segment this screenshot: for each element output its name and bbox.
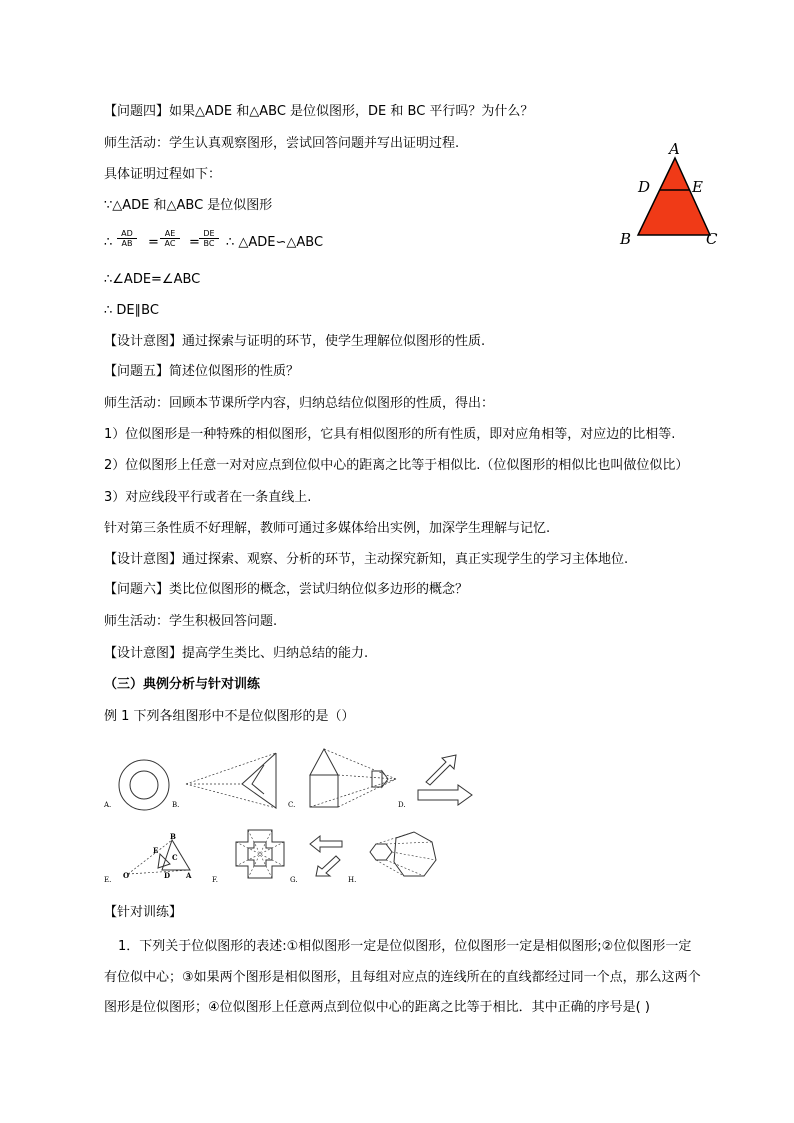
design-intent-4: 【设计意图】通过探索与证明的环节，使学生理解位似图形的性质. xyxy=(104,334,486,349)
fraction-denominator: AB xyxy=(121,239,133,248)
activity-4: 师生活动：学生认真观察图形，尝试回答问题并写出证明过程. xyxy=(104,136,460,151)
exercise-1-line-3: 图形是位似图形；④位似图形上任意两点到位似中心的距离之比等于相比．其中正确的序号是( ) xyxy=(104,1000,650,1015)
fraction-ad-ab xyxy=(117,229,137,248)
option-e-point-c: C xyxy=(172,853,178,862)
option-f-label: F. xyxy=(212,876,218,884)
question-5: 【问题五】简述位似图形的性质？ xyxy=(104,364,300,379)
option-e-point-o: O xyxy=(123,871,130,880)
option-b-figure xyxy=(180,750,280,812)
question-6: 【问题六】类比位似图形的概念，尝试归纳位似多边形的概念？ xyxy=(104,582,469,597)
question-4: 【问题四】如果△ADE 和△ABC 是位似图形，DE 和 BC 平行吗？为什么？ xyxy=(104,104,534,119)
fraction-de-bc xyxy=(199,229,219,248)
fraction-numerator: DE xyxy=(199,229,219,239)
option-b-label: B. xyxy=(172,801,180,809)
option-e-point-d: D xyxy=(164,871,171,880)
label-e: E xyxy=(692,178,703,196)
option-h-label: H. xyxy=(348,876,357,884)
therefore-symbol: ∴ xyxy=(104,235,113,250)
property-3: 3）对应线段平行或者在一条直线上. xyxy=(104,490,312,505)
label-d: D xyxy=(638,178,651,196)
option-g-figure xyxy=(306,832,348,882)
property-1: 1）位似图形是一种特殊的相似图形，它具有相似图形的所有性质，即对应角相等，对应边的比相等. xyxy=(104,427,676,442)
option-c-figure xyxy=(296,747,400,811)
fraction-denominator: AC xyxy=(164,239,176,248)
option-e-point-e: E xyxy=(153,846,159,855)
section-heading: （三）典例分析与针对训练 xyxy=(104,677,261,692)
fraction-numerator: AD xyxy=(117,229,137,239)
parallel-statement: ∴ DE∥BC xyxy=(104,303,159,318)
fraction-ae-ac xyxy=(160,229,180,248)
option-g-label: G. xyxy=(290,876,298,884)
option-a-figure xyxy=(116,757,172,813)
equals-sign: = xyxy=(189,235,200,250)
property-2: 2）位似图形上任意一对对应点到位似中心的距离之比等于相似比.（位似图形的相似比也叫做位似比） xyxy=(104,458,689,473)
option-d-figure xyxy=(412,752,476,810)
fraction-denominator: BC xyxy=(203,239,215,248)
label-a: A xyxy=(669,140,680,158)
option-e-figure xyxy=(122,830,200,880)
proof-because: ∵△ADE 和△ABC 是位似图形 xyxy=(104,198,273,213)
option-f-figure xyxy=(232,826,288,882)
label-b: B xyxy=(620,230,632,248)
exercise-1-line-1: 1．下列关于位似图形的表述:①相似图形一定是位似图形，位似图形一定是相似图形;②位似图形一定 xyxy=(118,939,692,954)
fraction-numerator: AE xyxy=(160,229,180,239)
equals-sign: = xyxy=(148,235,159,250)
teaching-note: 针对第三条性质不好理解，教师可通过多媒体给出实例，加深学生理解与记忆. xyxy=(104,521,551,536)
triangle-ade-abc-figure xyxy=(612,140,730,250)
option-d-label: D. xyxy=(398,801,406,809)
option-e-point-a: A xyxy=(186,871,192,880)
option-h-figure xyxy=(366,828,440,884)
design-intent-5: 【设计意图】通过探索、观察、分析的环节，主动探究新知，真正实现学生的学习主体地位. xyxy=(104,552,629,567)
option-e-label: E. xyxy=(104,876,112,884)
activity-6: 师生活动：学生积极回答问题. xyxy=(104,614,278,629)
exercise-1-line-2: 有位似中心；③如果两个图形是相似图形，且每组对应点的连线所在的直线都经过同一个点，那么这两个 xyxy=(104,970,701,985)
example-1: 例 1 下列各组图形中不是位似图形的是（） xyxy=(104,709,355,724)
similar-statement: ∴ △ADE∽△ABC xyxy=(226,235,324,250)
option-c-label: C. xyxy=(288,801,296,809)
option-a-label: A. xyxy=(104,801,112,809)
option-e-point-b: B xyxy=(170,832,176,841)
activity-5: 师生活动：回顾本节课所学内容，归纳总结位似图形的性质，得出： xyxy=(104,396,495,411)
angle-statement: ∴∠ADE=∠ABC xyxy=(104,272,201,287)
label-c: C xyxy=(706,230,718,248)
triangle-abc xyxy=(638,158,710,235)
training-heading: 【针对训练】 xyxy=(104,905,183,920)
design-intent-6: 【设计意图】提高学生类比、归纳总结的能力. xyxy=(104,646,369,661)
proof-intro: 具体证明过程如下： xyxy=(104,167,222,182)
